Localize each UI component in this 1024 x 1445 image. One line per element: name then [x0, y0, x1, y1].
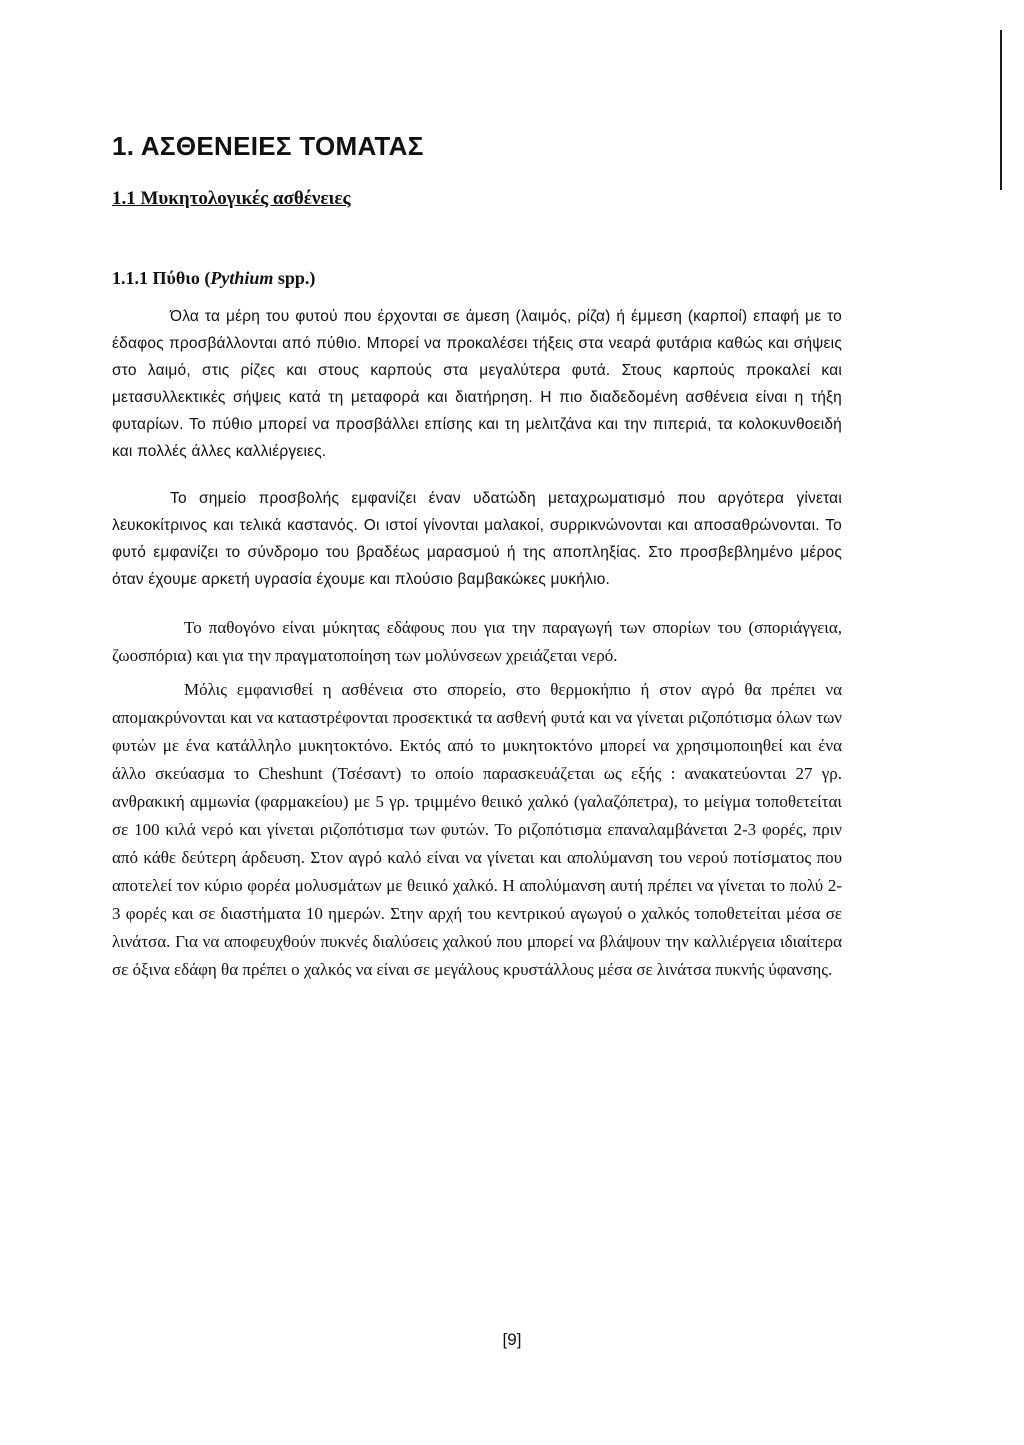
chapter-title: 1. ΑΣΘΕΝΕΙΕΣ ΤΟΜΑΤΑΣ — [112, 131, 424, 161]
scan-edge-line — [1000, 30, 1002, 190]
subsection-latin-name: Pythium — [210, 268, 274, 288]
page-number: [9] — [502, 1330, 522, 1349]
document-page — [112, 130, 842, 984]
paragraph-symptoms-spot: Το σημείο προσβολής εμφανίζει έναν υδατώδη μεταχρωματισμό που αργότερα γίνεται λευκοκίτρινος και τελικά καστανός. Οι ιστοί γίνονται μαλακοί, συρρικνώνονται και αποσαθρώνονται. Το φυτό εμφανίζει το σύνδρομο του βραδέως μαρασμού ή της αποπληξίας. Στο προσβεβλημένο μέρος όταν έχουμε αρκετή υγρασία έχουμε και πλούσιο βαμβακώκες μυκήλιο. — [112, 490, 842, 588]
subsection-prefix: 1.1.1 Πύθιο ( — [112, 268, 211, 288]
subsection-title — [112, 266, 842, 290]
paragraph-pathogen: Το παθογόνο είναι μύκητας εδάφους που για την παραγωγή των σπορίων του (σποριάγγεια, ζωοσπόρια) και για την πραγματοποίηση των μολύνσεων χρειάζεται νερό. — [112, 618, 842, 665]
paragraph-control: Μόλις εμφανισθεί η ασθένεια στο σπορείο, στο θερμοκήπιο ή στον αγρό θα πρέπει να απομακρύνονται και να καταστρέφονται προσεκτικά τα ασθενή φυτά και να γίνεται ριζοπότισμα όλων των φυτών με ένα κατάλληλο μυκητοκτόνο. Εκτός από το μυκητοκτόνο μπορεί να χρησιμοποιηθεί και ένα άλλο σκεύασμα το Cheshunt (Τσέσαντ) το οποίο παρασκευάζεται ως εξής : ανακατεύονται 27 γρ. ανθρακική αμμωνία (φαρμακείου) με 5 γρ. τριμμένο θειικό χαλκό (γαλαζόπετρα), το μείγμα τοποθετείται σε 100 κιλά νερό και γίνεται ριζοπότισμα των φυτών. Το ριζοπότισμα επαναλαμβάνεται 2-3 φορές, πριν από κάθε δεύτερη άρδευση. Στον αγρό καλό είναι να γίνεται και απολύμανση του νερού ποτίσματος που αποτελεί τον κύριο φορέα μολυσμάτων με θειικό χαλκό. Η απολύμανση αυτή πρέπει να γίνεται το πολύ 2-3 φορές και σε διαστήματα 10 ημερών. Στην αρχή του κεντρικού αγωγού ο χαλκός τοποθετείται μέσα σε λινάτσα. Για να αποφευχθούν πυκνές διαλύσεις χαλκού που μπορεί να βλάψουν την καλλιέργεια ιδιαίτερα σε όξινα εδάφη θα πρέπει ο χαλκός να είναι σε μεγάλους κρυστάλλους μέσα σε λινάτσα πυκνής ύφανσης. — [112, 680, 842, 979]
subsection-suffix: spp.) — [273, 268, 316, 288]
section-title: 1.1 Μυκητολογικές ασθένειες — [112, 188, 351, 209]
paragraph-symptoms-parts: Όλα τα μέρη του φυτού που έρχονται σε άμεση (λαιμός, ρίζα) ή έμμεση (καρποί) επαφή με το έδαφος προσβάλλονται από πύθιο. Μπορεί να προκαλέσει τήξεις στα νεαρά φυτάρια καθώς και σήψεις στο λαιμό, στις ρίζες και στους καρπούς στα μεγαλύτερα φυτά. Στους καρπούς προκαλεί και μετασυλλεκτικές σήψεις κατά τη μεταφορά και διατήρηση. Η πιο διαδεδομένη ασθένεια είναι η τήξη φυταρίων. Το πύθιο μπορεί να προσβάλλει επίσης και τη μελιτζάνα και την πιπεριά, τα κολοκυνθοειδή και πολλές άλλες καλλιέργειες. — [112, 308, 842, 460]
